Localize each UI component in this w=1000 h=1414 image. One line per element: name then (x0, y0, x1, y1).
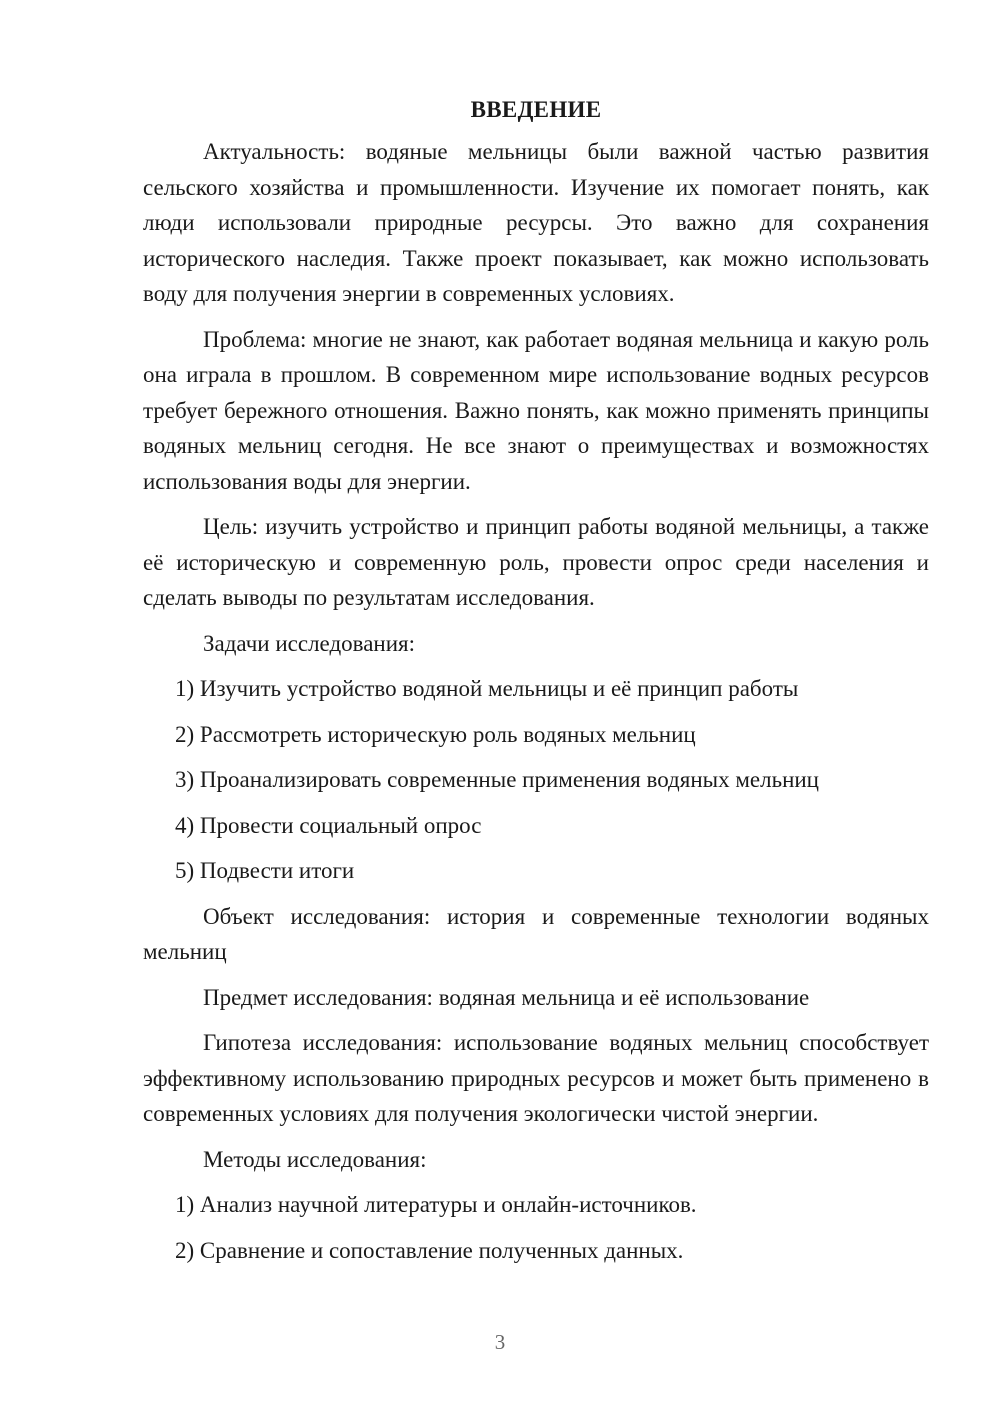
object-paragraph: Объект исследования: история и современные технологии водяных мельниц (143, 903, 929, 964)
page-number: 3 (494, 1330, 506, 1354)
task-item: 4) Провести социальный опрос (175, 812, 482, 838)
methods-heading: Методы исследования: (203, 1146, 427, 1172)
document-page (143, 92, 929, 1278)
method-item: 1) Анализ научной литературы и онлайн-источников. (175, 1192, 697, 1217)
section-title: ВВЕДЕНИЕ (470, 97, 602, 122)
methods-list (143, 1187, 929, 1268)
tasks-list (143, 671, 929, 889)
problem-paragraph: Проблема: многие не знают, как работает водяная мельница и какую роль она играла в прошлом. В современном мире использование водных ресурсов требует бережного отношения. Важно понять, как можно применять принципы водяных мельниц сегодня. Не все знают о преимуществах и возможностях использования воды для энергии. (143, 326, 929, 494)
task-item: 1) Изучить устройство водяной мельницы и её принцип работы (175, 676, 799, 701)
task-item: 3) Проанализировать современные применения водяных мельниц (175, 767, 819, 792)
relevance-paragraph: Актуальность: водяные мельницы были важной частью развития сельского хозяйства и промышленности. Изучение их помогает понять, как люди использовали природные ресурсы. Это важно для сохранения исторического наследия. Также проект показывает, как можно использовать воду для получения энергии в современных условиях. (143, 139, 929, 306)
task-item: 2) Рассмотреть историческую роль водяных мельниц (175, 721, 696, 747)
hypothesis-paragraph: Гипотеза исследования: использование водяных мельниц способствует эффективному использованию природных ресурсов и может быть применено в современных условиях для получения экологически чистой энергии. (143, 1030, 929, 1126)
tasks-heading: Задачи исследования: (203, 630, 416, 656)
method-item: 2) Сравнение и сопоставление полученных данных. (175, 1237, 684, 1263)
subject-paragraph: Предмет исследования: водяная мельница и её использование (203, 984, 810, 1010)
goal-paragraph: Цель: изучить устройство и принцип работы водяной мельницы, а также её историческую и современную роль, провести опрос среди населения и сделать выводы по результатам исследования. (143, 514, 929, 610)
task-item: 5) Подвести итоги (175, 858, 355, 883)
